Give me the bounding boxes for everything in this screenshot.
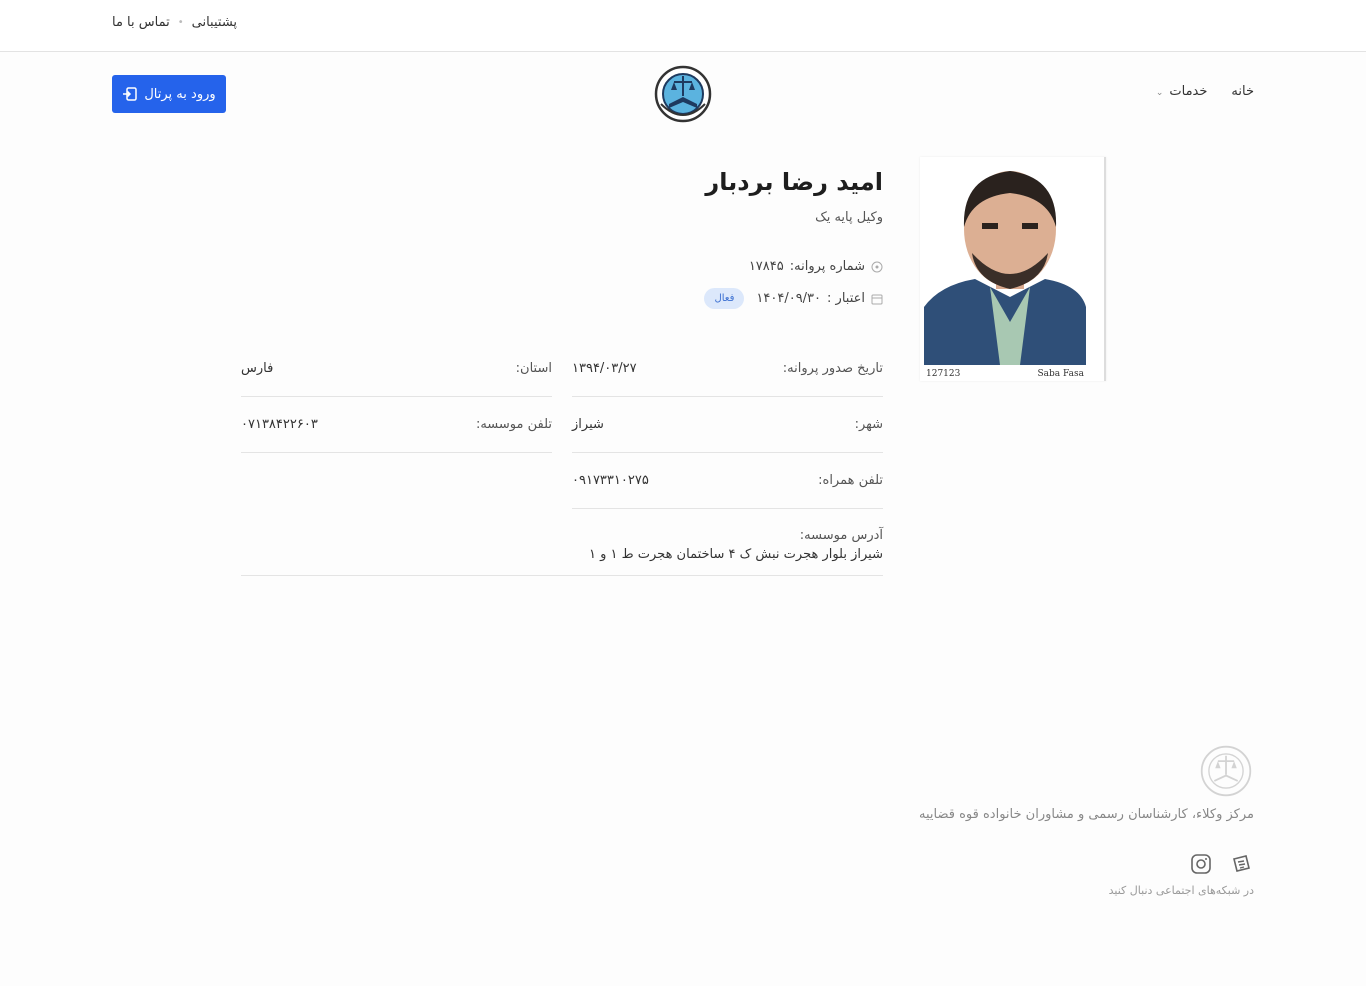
license-value: ۱۷۸۴۵ [748, 259, 784, 274]
validity-label: اعتبار : [827, 291, 865, 306]
login-button-label: ورود به پرتال [144, 86, 216, 102]
province-label: استان: [515, 361, 552, 376]
license-label: شماره پروانه: [789, 259, 865, 274]
province-value: فارس [241, 361, 274, 376]
lawyer-name: امید رضا بردبار [705, 168, 883, 196]
info-circle-icon [871, 261, 883, 273]
city-value: شیراز [572, 417, 604, 432]
city-field [572, 397, 883, 453]
main-nav [1156, 84, 1254, 99]
photo-caption-right: Saba Fasa [1037, 369, 1084, 379]
lawyer-title: وکیل پایه یک [815, 210, 883, 225]
issue-date-value: ۱۳۹۴/۰۳/۲۷ [572, 361, 637, 376]
footer-org-name: مرکز وکلاء، کارشناسان رسمی و مشاوران خانواده قوه قضاییه [919, 807, 1254, 822]
validity-row [704, 288, 883, 309]
office-phone-field [241, 397, 552, 453]
city-label: شهر: [854, 417, 883, 432]
address-value: شیراز بلوار هجرت نبش ک ۴ ساختمان هجرت ط ۱ و ۱ [588, 547, 883, 562]
footer-follow-text: در شبکه‌های اجتماعی دنبال کنید [1108, 884, 1254, 897]
office-phone-label: تلفن موسسه: [475, 417, 552, 432]
nav-services-label: خدمات [1169, 84, 1208, 99]
mobile-field [572, 453, 883, 509]
address-field [241, 518, 883, 576]
address-label: آدرس موسسه: [799, 528, 883, 543]
office-phone-value[interactable]: ۰۷۱۳۸۴۲۲۶۰۳ [241, 417, 318, 432]
top-links [112, 15, 237, 30]
nav-services[interactable] [1156, 84, 1208, 99]
license-row [749, 259, 883, 274]
mobile-value[interactable]: ۰۹۱۷۳۳۱۰۲۷۵ [572, 473, 649, 488]
contact-link[interactable]: تماس با ما [112, 15, 170, 30]
mobile-label: تلفن همراه: [818, 473, 883, 488]
separator: • [177, 17, 184, 28]
nav-home[interactable]: خانه [1231, 84, 1254, 99]
issue-date-field [572, 341, 883, 397]
photo-caption-left: 127123 [926, 369, 961, 379]
issue-date-label: تاریخ صدور پروانه: [782, 361, 883, 376]
footer-logo [1199, 744, 1253, 798]
social-icons [1190, 853, 1252, 875]
validity-value: ۱۴۰۴/۰۹/۳۰ [756, 291, 822, 306]
instagram-icon[interactable] [1190, 853, 1212, 875]
portal-login-button[interactable] [112, 75, 226, 113]
support-link[interactable]: پشتیبانی [191, 15, 238, 30]
photo-caption [920, 369, 1104, 379]
judiciary-logo[interactable] [653, 64, 713, 124]
status-badge: فعال [704, 288, 744, 309]
login-icon [122, 86, 138, 102]
calendar-icon [871, 293, 883, 305]
portrait-image [920, 157, 1104, 381]
social-cube-icon[interactable] [1230, 853, 1252, 875]
lawyer-photo [920, 157, 1106, 381]
province-field [241, 341, 552, 397]
chevron-down-icon: ⌄ [1155, 88, 1164, 98]
